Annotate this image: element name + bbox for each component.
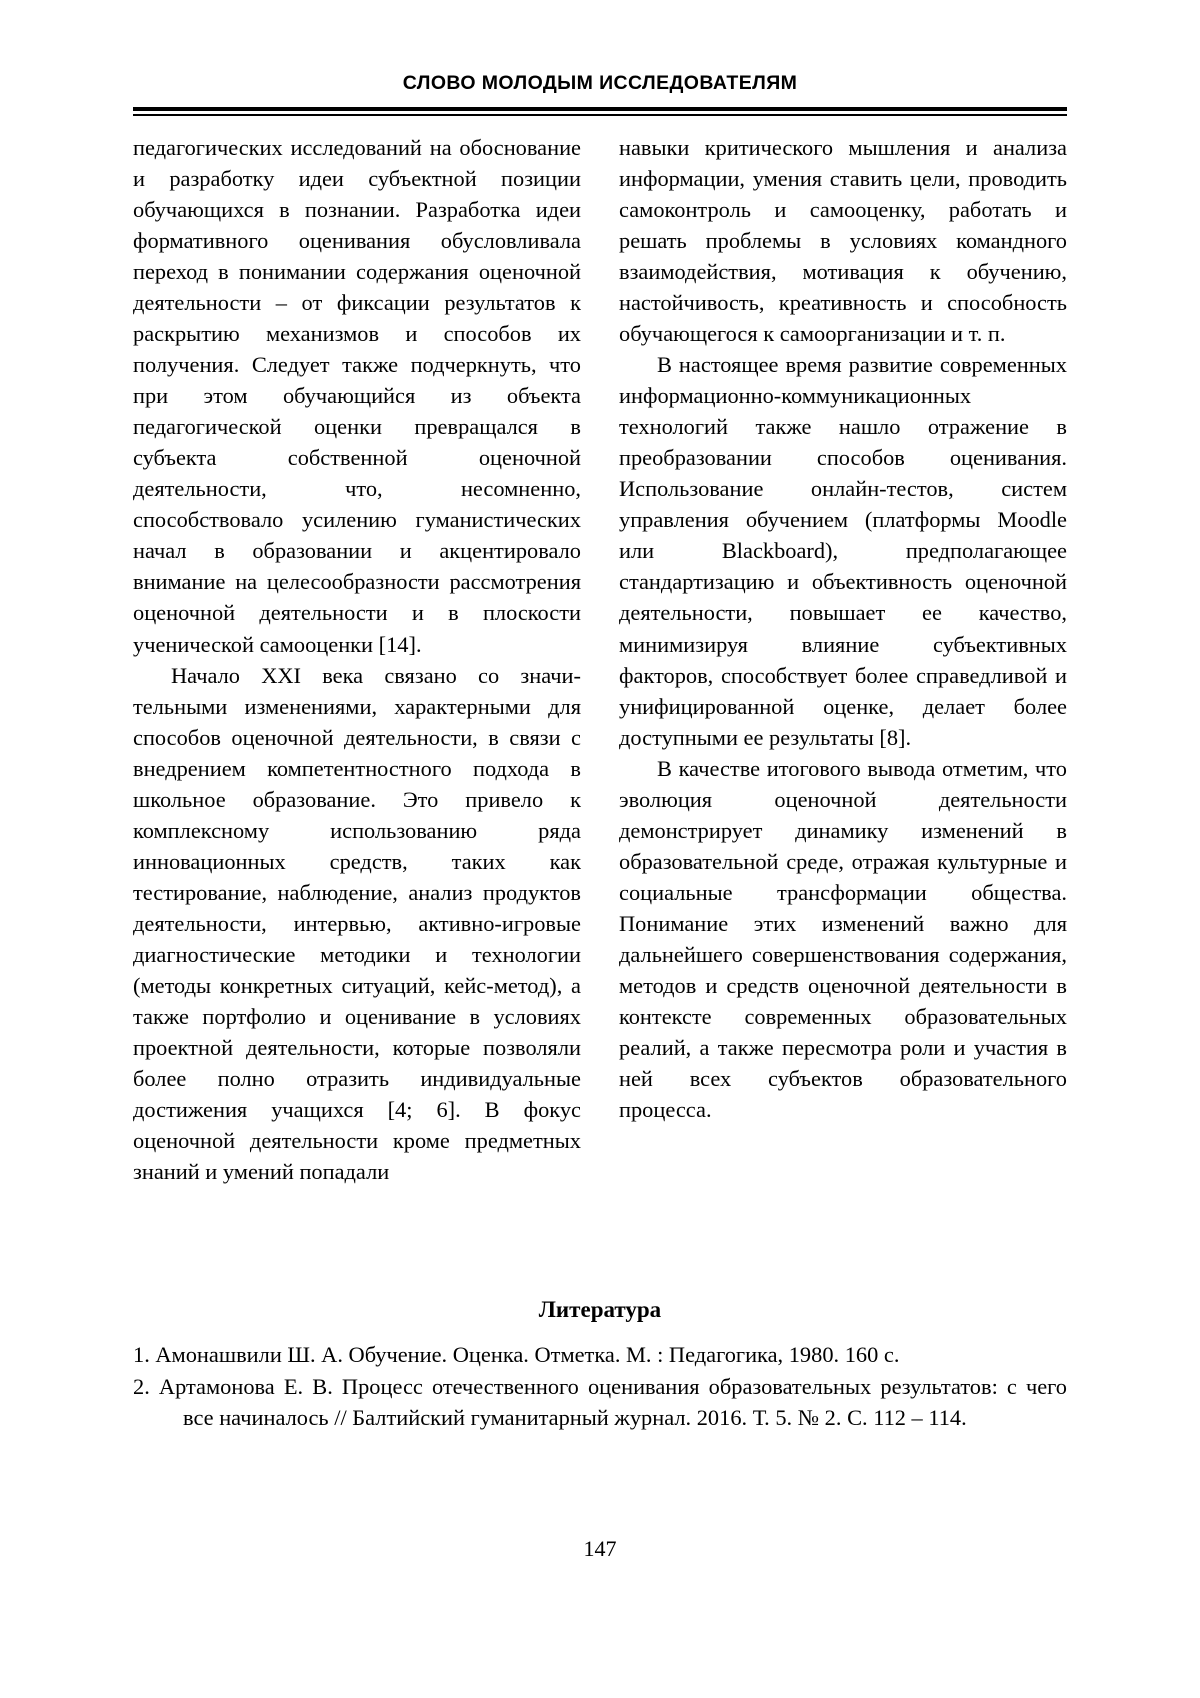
paragraph: педагогических исследований на обоснование и разработку идеи субъектной позиции обучающихся в познании. Разработка идеи формативного оценивания обусловливала переход в понимании содержания оценочной деятельности – от фиксации результатов к раскрытию механизмов и способов их получения. Следует также подчеркнуть, что при этом обучающийся из объекта педагогической оценки превращался в субъекта собственной оценочной деятельности, что, несомненно, способствовало усилению гуманистических начал в образовании и акцентировало внимание на целесообразности рассмотрения оценочной деятельности и в плоскости ученической самооценки [14]. [133, 135, 581, 657]
column-right [619, 132, 1067, 1187]
reference-item: 2. Артамонова Е. В. Процесс отечественного оценивания образовательных результатов: с чего все начиналось // Балтийский гуманитарный журнал. 2016. Т. 5. № 2. С. 112 – 114. [133, 1373, 1067, 1430]
page-number: 147 [583, 1536, 617, 1561]
header-rule-thin [133, 114, 1067, 116]
references-list [133, 1340, 1067, 1435]
paragraph: В качестве итогового вывода отметим, что эволюция оценочной деятельности демонстрирует динамику изменений в образовательной среде, отражая культурные и социальные трансформации общества. Понимание этих изменений важно для дальнейшего совершенствования содержания, методов и средств оценочной деятельности в контексте современных образовательных реалий, а также пересмотра роли и участия в ней всех субъектов образовательного процесса. [619, 755, 1067, 1122]
column-left [133, 132, 581, 1187]
reference-item: 1. Амонашвили Ш. А. Обучение. Оценка. Отметка. М. : Педагогика, 1980. 160 с. [133, 1342, 900, 1367]
paragraph: навыки критического мышления и анализа информации, умения ставить цели, проводить самоконтроль и самооценку, работать и решать проблемы в условиях командного взаимодействия, мотивация к обучению, настойчивость, креативность и способность обучающегося к самоорганизации и т. п. [619, 135, 1067, 347]
two-column-body [133, 132, 1067, 1187]
references-heading: Литература [538, 1297, 662, 1322]
paragraph: Начало XXI века связано со значительными изменениями, характерными для способов оценочной деятельности, в связи с внедрением компетентностного подхода в школьное образование. Это привело к комплексному использованию ряда инновационных средств, таких как тестирование, наблюдение, анализ продуктов деятельности, интервью, активно-игровые диагностические методики и технологии (методы конкретных ситуаций, кейс-метод), а также портфолио и оценивание в условиях проектной деятельности, которые позволяли более полно отразить индивидуальные достижения учащихся [4; 6]. В фокус оценочной деятельности кроме предметных знаний и умений попадали [133, 662, 581, 1185]
paragraph: В настоящее время развитие современных информационно-коммуникационных технологий также нашло отражение в преобразовании способов оценивания. Использование онлайн-тестов, систем управления обучением (платформы Moodle или Blackboard), предполагающее стандартизацию и объективность оценочной деятельности, повышает ее качество, минимизируя влияние субъективных факторов, способствует более справедливой и унифицированной оценке, делает более доступными ее результаты [8]. [619, 352, 1067, 750]
running-head: СЛОВО МОЛОДЫМ ИССЛЕДОВАТЕЛЯМ [402, 72, 798, 94]
header-rule [133, 107, 1067, 116]
